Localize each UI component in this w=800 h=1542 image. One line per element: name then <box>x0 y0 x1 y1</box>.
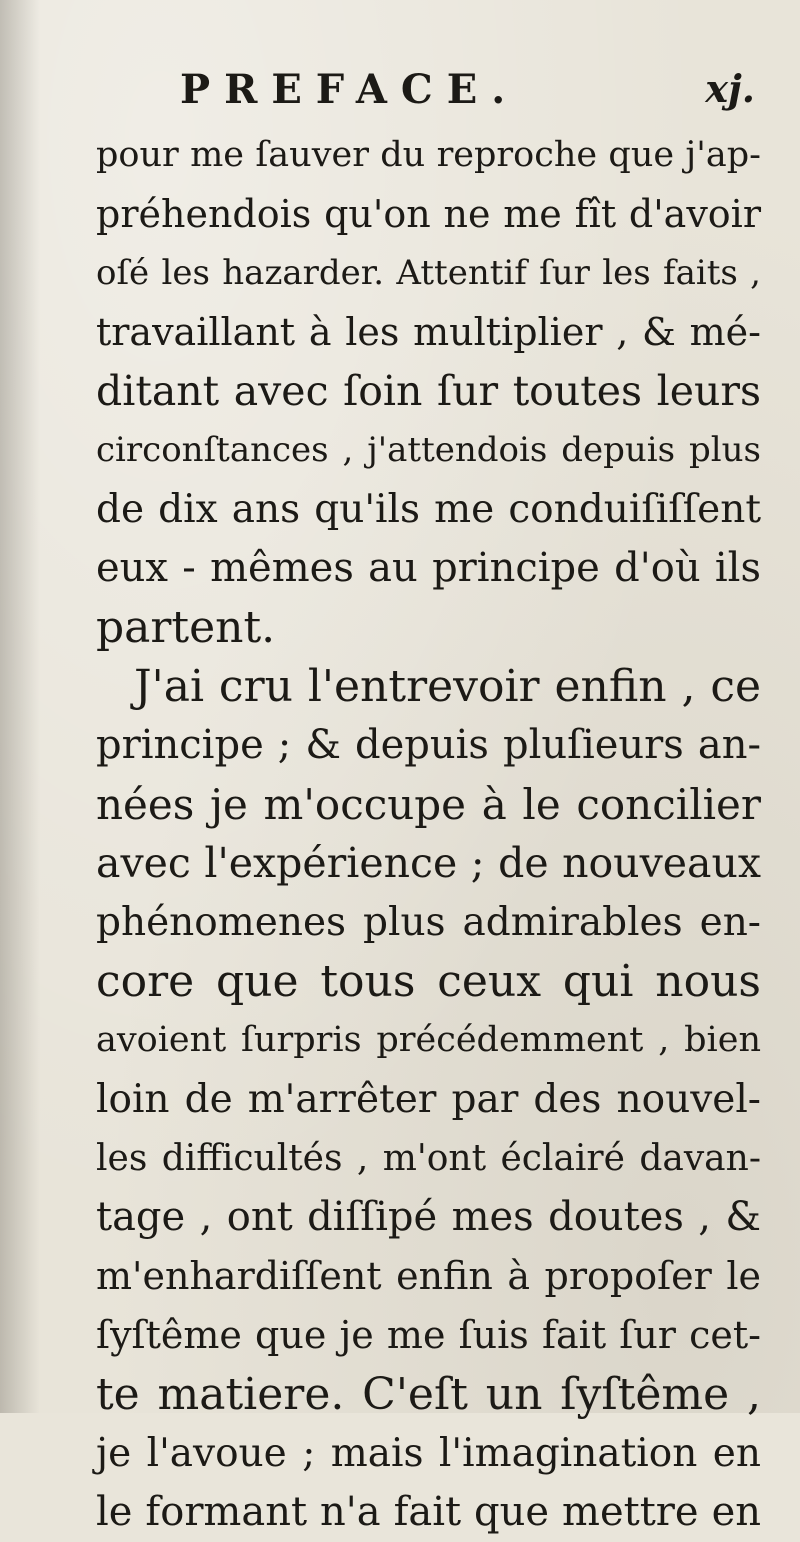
text-line: J'ai cru l'entrevoir enfin , ce <box>134 661 761 712</box>
text-line: partent. <box>96 602 276 653</box>
running-head <box>180 66 755 126</box>
paragraph <box>96 126 761 657</box>
paragraph <box>96 657 761 1542</box>
running-title: PREFACE. <box>180 66 520 113</box>
text-line: avoient ſurpris précédemment , bien <box>96 1020 761 1060</box>
text-line: avec l'expérience ; de nouveaux <box>96 839 761 887</box>
page-number: xj. <box>705 66 755 111</box>
text-line: phénomenes plus admirables en- <box>96 900 761 945</box>
text-line: oſé les hazarder. Attentif ſur les faits , <box>96 253 761 293</box>
text-line: de dix ans qu'ils me conduiſiſſent <box>96 487 761 532</box>
text-line: m'enhardiſſent enfin à propoſer le <box>96 1254 761 1298</box>
text-line: te matiere. C'eſt un ſyſtême , <box>96 1369 761 1420</box>
text-line: loin de m'arrêter par des nouvel- <box>96 1077 761 1122</box>
text-line: ſyſtême que je me ſuis fait ſur cet- <box>96 1313 761 1357</box>
text-line: préhendois qu'on ne me fît d'avoir <box>96 192 761 236</box>
text-line: core que tous ceux qui nous <box>96 956 761 1007</box>
text-line: les difficultés , m'ont éclairé davan- <box>96 1138 761 1179</box>
text-line: nées je m'occupe à le concilier <box>96 780 761 829</box>
body-text <box>96 126 761 1542</box>
binding-shadow <box>0 0 40 1413</box>
text-line: circonſtances , j'attendois depuis plus <box>96 430 761 470</box>
text-line: tage , ont diſſipé mes doutes , & <box>96 1194 761 1240</box>
text-line: je l'avoue ; mais l'imagination en <box>96 1431 761 1476</box>
text-line: principe ; & depuis pluſieurs an- <box>96 722 761 768</box>
text-line: pour me ſauver du reproche que j'ap- <box>96 135 761 175</box>
text-line: ditant avec ſoin ſur toutes leurs <box>96 367 761 415</box>
text-line: eux - mêmes au principe d'où ils <box>96 545 761 591</box>
text-line: le formant n'a fait que mettre en <box>96 1489 761 1535</box>
text-line: travaillant à les multiplier , & mé- <box>96 310 761 354</box>
